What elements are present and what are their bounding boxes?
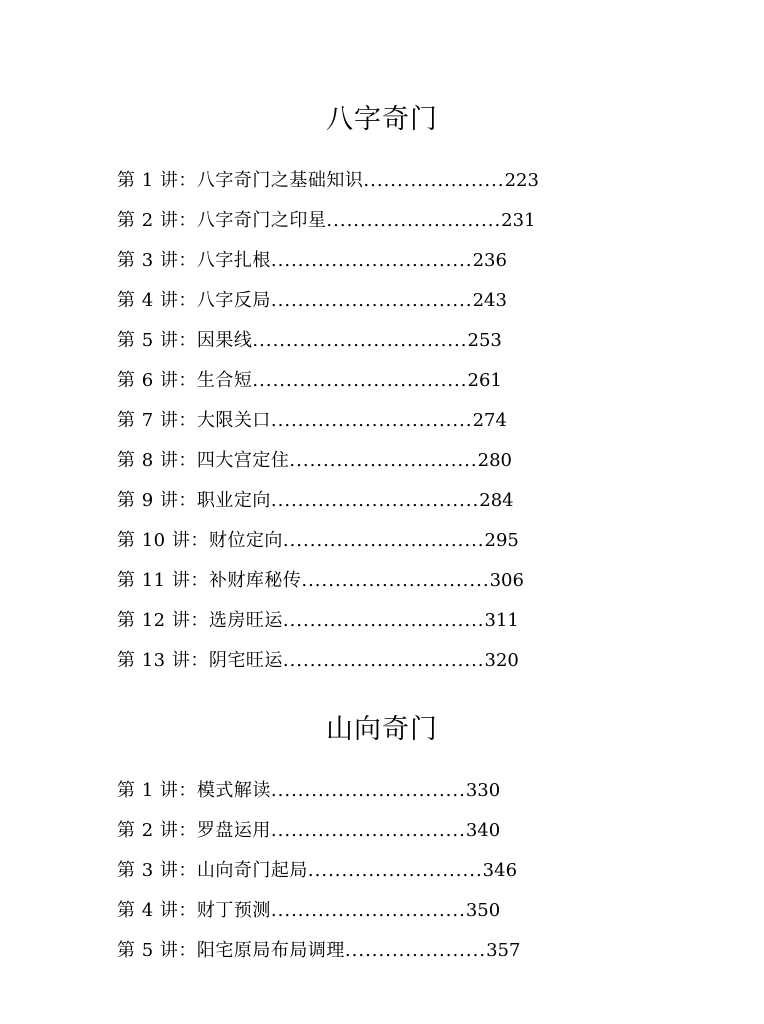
toc-entry <box>117 858 520 898</box>
toc-entry <box>117 248 539 288</box>
toc-entry-leader-dots: ................................ <box>252 370 468 391</box>
toc-entry-leader-dots: .............................. <box>282 610 485 631</box>
toc-entry-page-number: 261 <box>467 370 502 391</box>
toc-entry-label: 第 4 讲：财丁预测 <box>117 900 271 921</box>
toc-entry-page-number: 295 <box>484 530 519 551</box>
toc-entry-label: 第 7 讲：大限关口 <box>117 410 271 431</box>
toc-entry-page-number: 340 <box>465 820 501 841</box>
toc-entry <box>117 488 539 528</box>
toc-entry <box>117 898 520 938</box>
toc-entry-leader-dots: ..................... <box>363 170 505 191</box>
toc-entry-label: 第 4 讲：八字反局 <box>117 290 271 311</box>
toc-entry-page-number: 357 <box>486 940 521 961</box>
section-title-bazi-qimen: 八字奇门 <box>326 104 438 135</box>
toc-entry-label: 第 3 讲：八字扎根 <box>117 250 271 271</box>
toc-entry-label: 第 1 讲：模式解读 <box>117 780 271 801</box>
toc-entry-page-number: 236 <box>472 250 507 271</box>
toc-entry-page-number: 306 <box>489 570 524 591</box>
toc-entry-leader-dots: .............................. <box>282 650 485 671</box>
toc-entry-leader-dots: ................................ <box>252 330 468 351</box>
toc-entry-label: 第 1 讲：八字奇门之基础知识 <box>117 170 364 191</box>
toc-entry <box>117 648 539 688</box>
toc-entry <box>117 608 539 648</box>
toc-entry <box>117 778 520 818</box>
toc-entry-page-number: 350 <box>465 900 501 921</box>
toc-entry-leader-dots: .............................. <box>282 530 485 551</box>
toc-entry <box>117 448 539 488</box>
toc-list-shanxiang-qimen <box>117 778 520 978</box>
toc-entry-page-number: 346 <box>482 860 518 881</box>
toc-entry-page-number: 243 <box>472 290 507 311</box>
toc-entry <box>117 328 539 368</box>
toc-entry <box>117 208 539 248</box>
toc-entry-label: 第 12 讲：选房旺运 <box>117 610 283 631</box>
toc-entry-page-number: 330 <box>465 780 501 801</box>
toc-entry-leader-dots: .......................... <box>326 210 502 231</box>
toc-entry-leader-dots: ............................ <box>301 570 490 591</box>
toc-entry-label: 第 5 讲：阳宅原局布局调理 <box>117 940 345 961</box>
toc-entry-page-number: 280 <box>477 450 512 471</box>
toc-entry-leader-dots: ............................... <box>270 490 480 511</box>
toc-entry-label: 第 10 讲：财位定向 <box>117 530 283 551</box>
toc-entry-label: 第 9 讲：职业定向 <box>117 490 271 511</box>
toc-entry <box>117 168 539 208</box>
toc-entry-leader-dots: ............................ <box>289 450 478 471</box>
toc-entry-page-number: 311 <box>484 610 519 631</box>
toc-entry-label: 第 2 讲：八字奇门之印星 <box>117 210 327 231</box>
toc-entry <box>117 408 539 448</box>
toc-entry-page-number: 231 <box>501 210 536 231</box>
toc-entry <box>117 288 539 328</box>
toc-entry <box>117 818 520 858</box>
toc-entry-label: 第 13 讲：阴宅旺运 <box>117 650 283 671</box>
toc-entry-leader-dots: .............................. <box>270 290 473 311</box>
toc-entry-label: 第 11 讲：补财库秘传 <box>117 570 302 591</box>
toc-entry-page-number: 274 <box>472 410 507 431</box>
toc-entry-leader-dots: ..................... <box>344 940 487 961</box>
toc-entry-label: 第 8 讲：四大宫定住 <box>117 450 290 471</box>
toc-entry <box>117 368 539 408</box>
toc-entry-leader-dots: ............................. <box>270 820 466 841</box>
toc-entry-page-number: 253 <box>467 330 502 351</box>
toc-entry-label: 第 3 讲：山向奇门起局 <box>117 860 308 881</box>
toc-entry <box>117 528 539 568</box>
toc-entry-leader-dots: .............................. <box>270 250 473 271</box>
toc-entry-leader-dots: ............................. <box>270 900 466 921</box>
toc-entry-page-number: 320 <box>484 650 519 671</box>
toc-entry <box>117 568 539 608</box>
toc-entry <box>117 938 520 978</box>
toc-entry-label: 第 5 讲：因果线 <box>117 330 253 351</box>
section-title-shanxiang-qimen: 山向奇门 <box>326 714 438 745</box>
toc-entry-leader-dots: .............................. <box>270 410 473 431</box>
toc-entry-page-number: 223 <box>504 170 539 191</box>
toc-entry-label: 第 6 讲：生合短 <box>117 370 253 391</box>
toc-entry-leader-dots: ............................. <box>270 780 466 801</box>
toc-entry-label: 第 2 讲：罗盘运用 <box>117 820 271 841</box>
toc-list-bazi-qimen <box>117 168 539 688</box>
toc-entry-page-number: 284 <box>479 490 514 511</box>
toc-entry-leader-dots: .......................... <box>307 860 483 881</box>
